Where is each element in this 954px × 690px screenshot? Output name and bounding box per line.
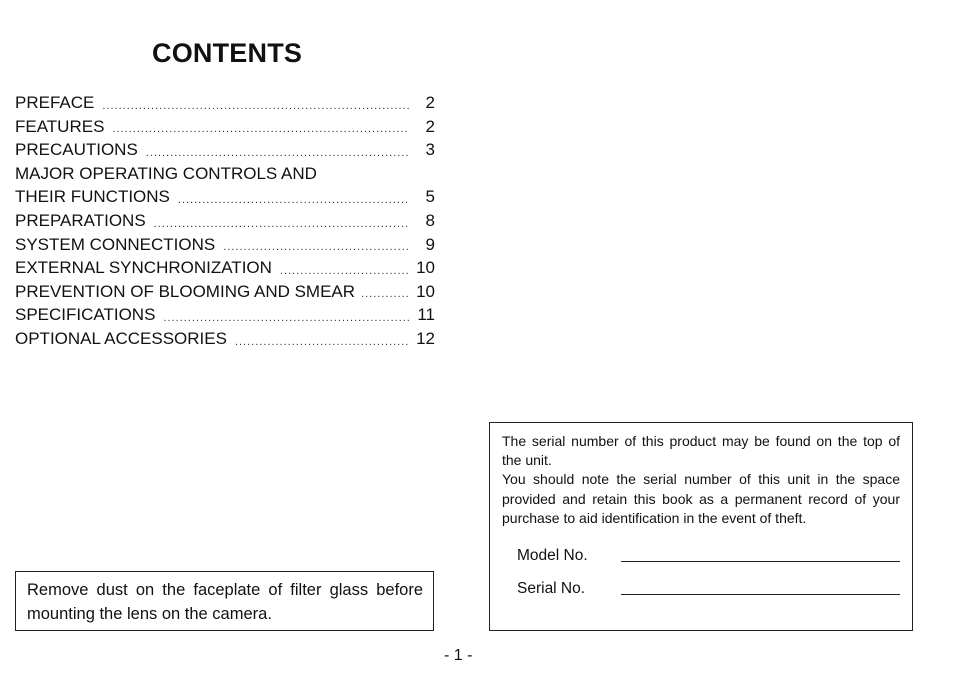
toc-entry-precautions (15, 138, 435, 162)
toc-entry-label: PREFACE (15, 93, 95, 112)
model-number-field (517, 532, 900, 565)
toc-entry-preface (15, 91, 435, 115)
toc-entry-their-functions (15, 185, 435, 209)
toc-entry-label: EXTERNAL SYNCHRONIZATION (15, 258, 272, 278)
serial-number-blank-line (621, 593, 900, 595)
serial-location-text: The serial number of this product may be found on the top of the unit. (502, 433, 900, 469)
toc-entry-page: 5 (425, 187, 435, 207)
toc-entry-prevention-of-blooming (15, 280, 435, 304)
toc-entry-major-operating-controls (15, 162, 435, 186)
toc-leader-dots (178, 191, 409, 209)
toc-entry-label: FEATURES (15, 116, 105, 136)
toc-leader-dots (361, 285, 409, 303)
toc-entry-features (15, 115, 435, 139)
toc-entry-label: PREPARATIONS (15, 210, 146, 230)
toc-entry-label: MAJOR OPERATING CONTROLS AND (15, 163, 317, 183)
page-number: - 1 - (444, 647, 473, 664)
toc-leader-dots (235, 333, 409, 351)
toc-entry-optional-accessories (15, 327, 435, 351)
toc-entry-label: PRECAUTIONS (15, 140, 138, 160)
toc-entry-preparations (15, 209, 435, 233)
toc-entry-label: PREVENTION OF BLOOMING AND SMEAR (15, 281, 356, 301)
page-title: CONTENTS (152, 38, 303, 68)
serial-number-box (489, 422, 913, 631)
toc-leader-dots (112, 120, 409, 138)
model-number-label: Model No. (517, 547, 588, 565)
toc-entry-page: 10 (416, 258, 435, 278)
toc-entry-system-connections (15, 233, 435, 257)
serial-record-text: You should note the serial number of this unit in the space provided and retain this book as a permanent record of your purchase to aid identification in the event of theft. (502, 471, 900, 526)
toc-leader-dots (223, 238, 409, 256)
toc-entry-label: SPECIFICATIONS (15, 305, 156, 325)
toc-leader-dots (280, 262, 409, 280)
toc-entry-label: SYSTEM CONNECTIONS (15, 234, 216, 254)
toc-entry-page: 2 (425, 93, 435, 112)
toc-leader-dots (102, 97, 409, 115)
toc-leader-dots (146, 144, 409, 162)
toc-entry-page: 9 (425, 234, 435, 254)
serial-number-field (517, 565, 900, 598)
toc-entry-page: 11 (417, 305, 435, 325)
toc-leader-dots (163, 309, 409, 327)
dust-notice-box: Remove dust on the faceplate of filter glass before mounting the lens on the camera. (15, 571, 434, 631)
toc-entry-page: 3 (425, 140, 435, 160)
toc-entry-specifications (15, 303, 435, 327)
model-number-blank-line (621, 560, 900, 562)
toc-leader-dots (154, 215, 409, 233)
toc-entry-page: 2 (425, 116, 435, 136)
toc-entry-label: THEIR FUNCTIONS (15, 187, 170, 207)
toc-entry-page: 12 (416, 328, 435, 348)
table-of-contents (15, 91, 435, 351)
toc-entry-label: OPTIONAL ACCESSORIES (15, 328, 227, 348)
serial-number-label: Serial No. (517, 580, 586, 598)
toc-entry-external-synchronization (15, 256, 435, 280)
toc-entry-page: 10 (416, 281, 435, 301)
toc-entry-page: 8 (425, 210, 435, 230)
